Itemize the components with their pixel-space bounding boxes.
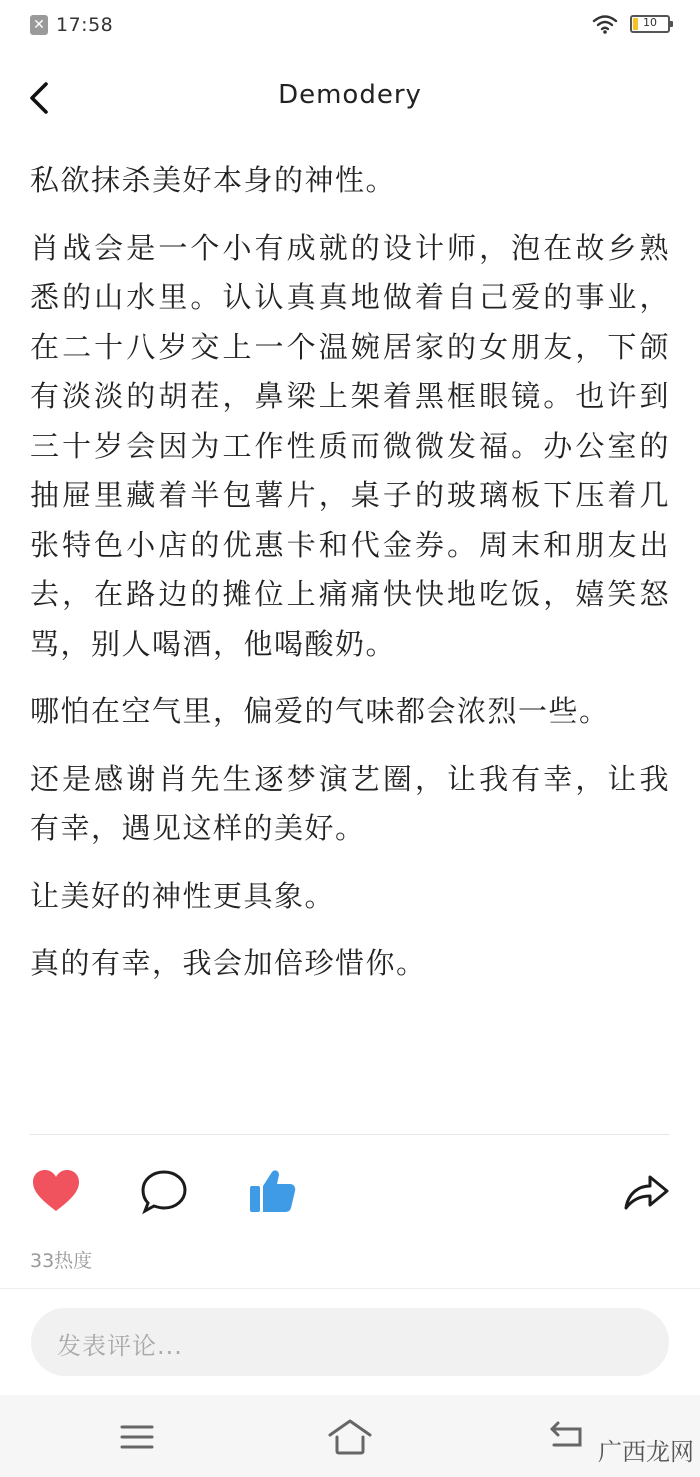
post-paragraph: 还是感谢肖先生逐梦演艺圈，让我有幸，让我有幸，遇见这样的美好。 xyxy=(30,761,670,845)
menu-icon xyxy=(112,1415,162,1459)
post-content xyxy=(30,132,670,1132)
comment-placeholder: 发表评论... xyxy=(57,1332,183,1360)
post-actions xyxy=(0,1160,700,1224)
page-title: Demodery xyxy=(278,80,422,110)
comment-button[interactable] xyxy=(138,1166,190,1218)
comment-bubble-icon xyxy=(138,1166,190,1218)
home-button[interactable] xyxy=(325,1415,375,1459)
share-arrow-icon xyxy=(620,1166,672,1218)
battery-level: 10 xyxy=(643,16,657,29)
battery-icon xyxy=(630,15,670,33)
post-paragraph: 哪怕在空气里，偏爱的气味都会浓烈一些。 xyxy=(30,694,610,728)
header xyxy=(0,62,700,132)
thumbs-up-button[interactable] xyxy=(246,1166,298,1218)
post-paragraph: 肖战会是一个小有成就的设计师，泡在故乡熟悉的山水里。认认真真地做着自己爱的事业，在二十八岁交上一个温婉居家的女朋友，下颌有淡淡的胡茬，鼻梁上架着黑框眼镜。也许到三十岁会因为工作性质而微微发福。办公室的抽屉里藏着半包薯片，桌子的玻璃板下压着几张特色小店的优惠卡和代金券。周末和朋友出去，在路边的摊位上痛痛快快地吃饭，嬉笑怒骂，别人喝酒，他喝酸奶。 xyxy=(30,230,670,661)
system-nav-bar xyxy=(0,1395,700,1477)
back-nav-button[interactable] xyxy=(540,1415,590,1459)
return-icon xyxy=(540,1415,590,1459)
home-icon xyxy=(325,1415,375,1459)
heart-icon xyxy=(30,1166,82,1218)
comment-input[interactable] xyxy=(31,1308,669,1376)
divider xyxy=(30,1134,670,1135)
post-paragraph: 真的有幸，我会加倍珍惜你。 xyxy=(30,946,427,980)
watermark: 广西龙网 xyxy=(598,1438,694,1466)
thumbs-up-icon xyxy=(246,1166,298,1218)
like-button[interactable] xyxy=(30,1166,82,1218)
post-paragraph: 私欲抹杀美好本身的神性。 xyxy=(30,163,397,197)
status-bar xyxy=(0,0,700,54)
heat-count: 33热度 xyxy=(30,1250,93,1272)
post-paragraph: 让美好的神性更具象。 xyxy=(30,878,336,913)
divider xyxy=(0,1288,700,1289)
status-right xyxy=(592,14,670,34)
notification-x-icon: ✕ xyxy=(30,15,48,35)
wifi-icon xyxy=(592,14,618,34)
share-button[interactable] xyxy=(620,1166,672,1218)
status-time: 17:58 xyxy=(56,14,114,36)
status-left xyxy=(30,14,113,36)
menu-button[interactable] xyxy=(112,1415,162,1459)
